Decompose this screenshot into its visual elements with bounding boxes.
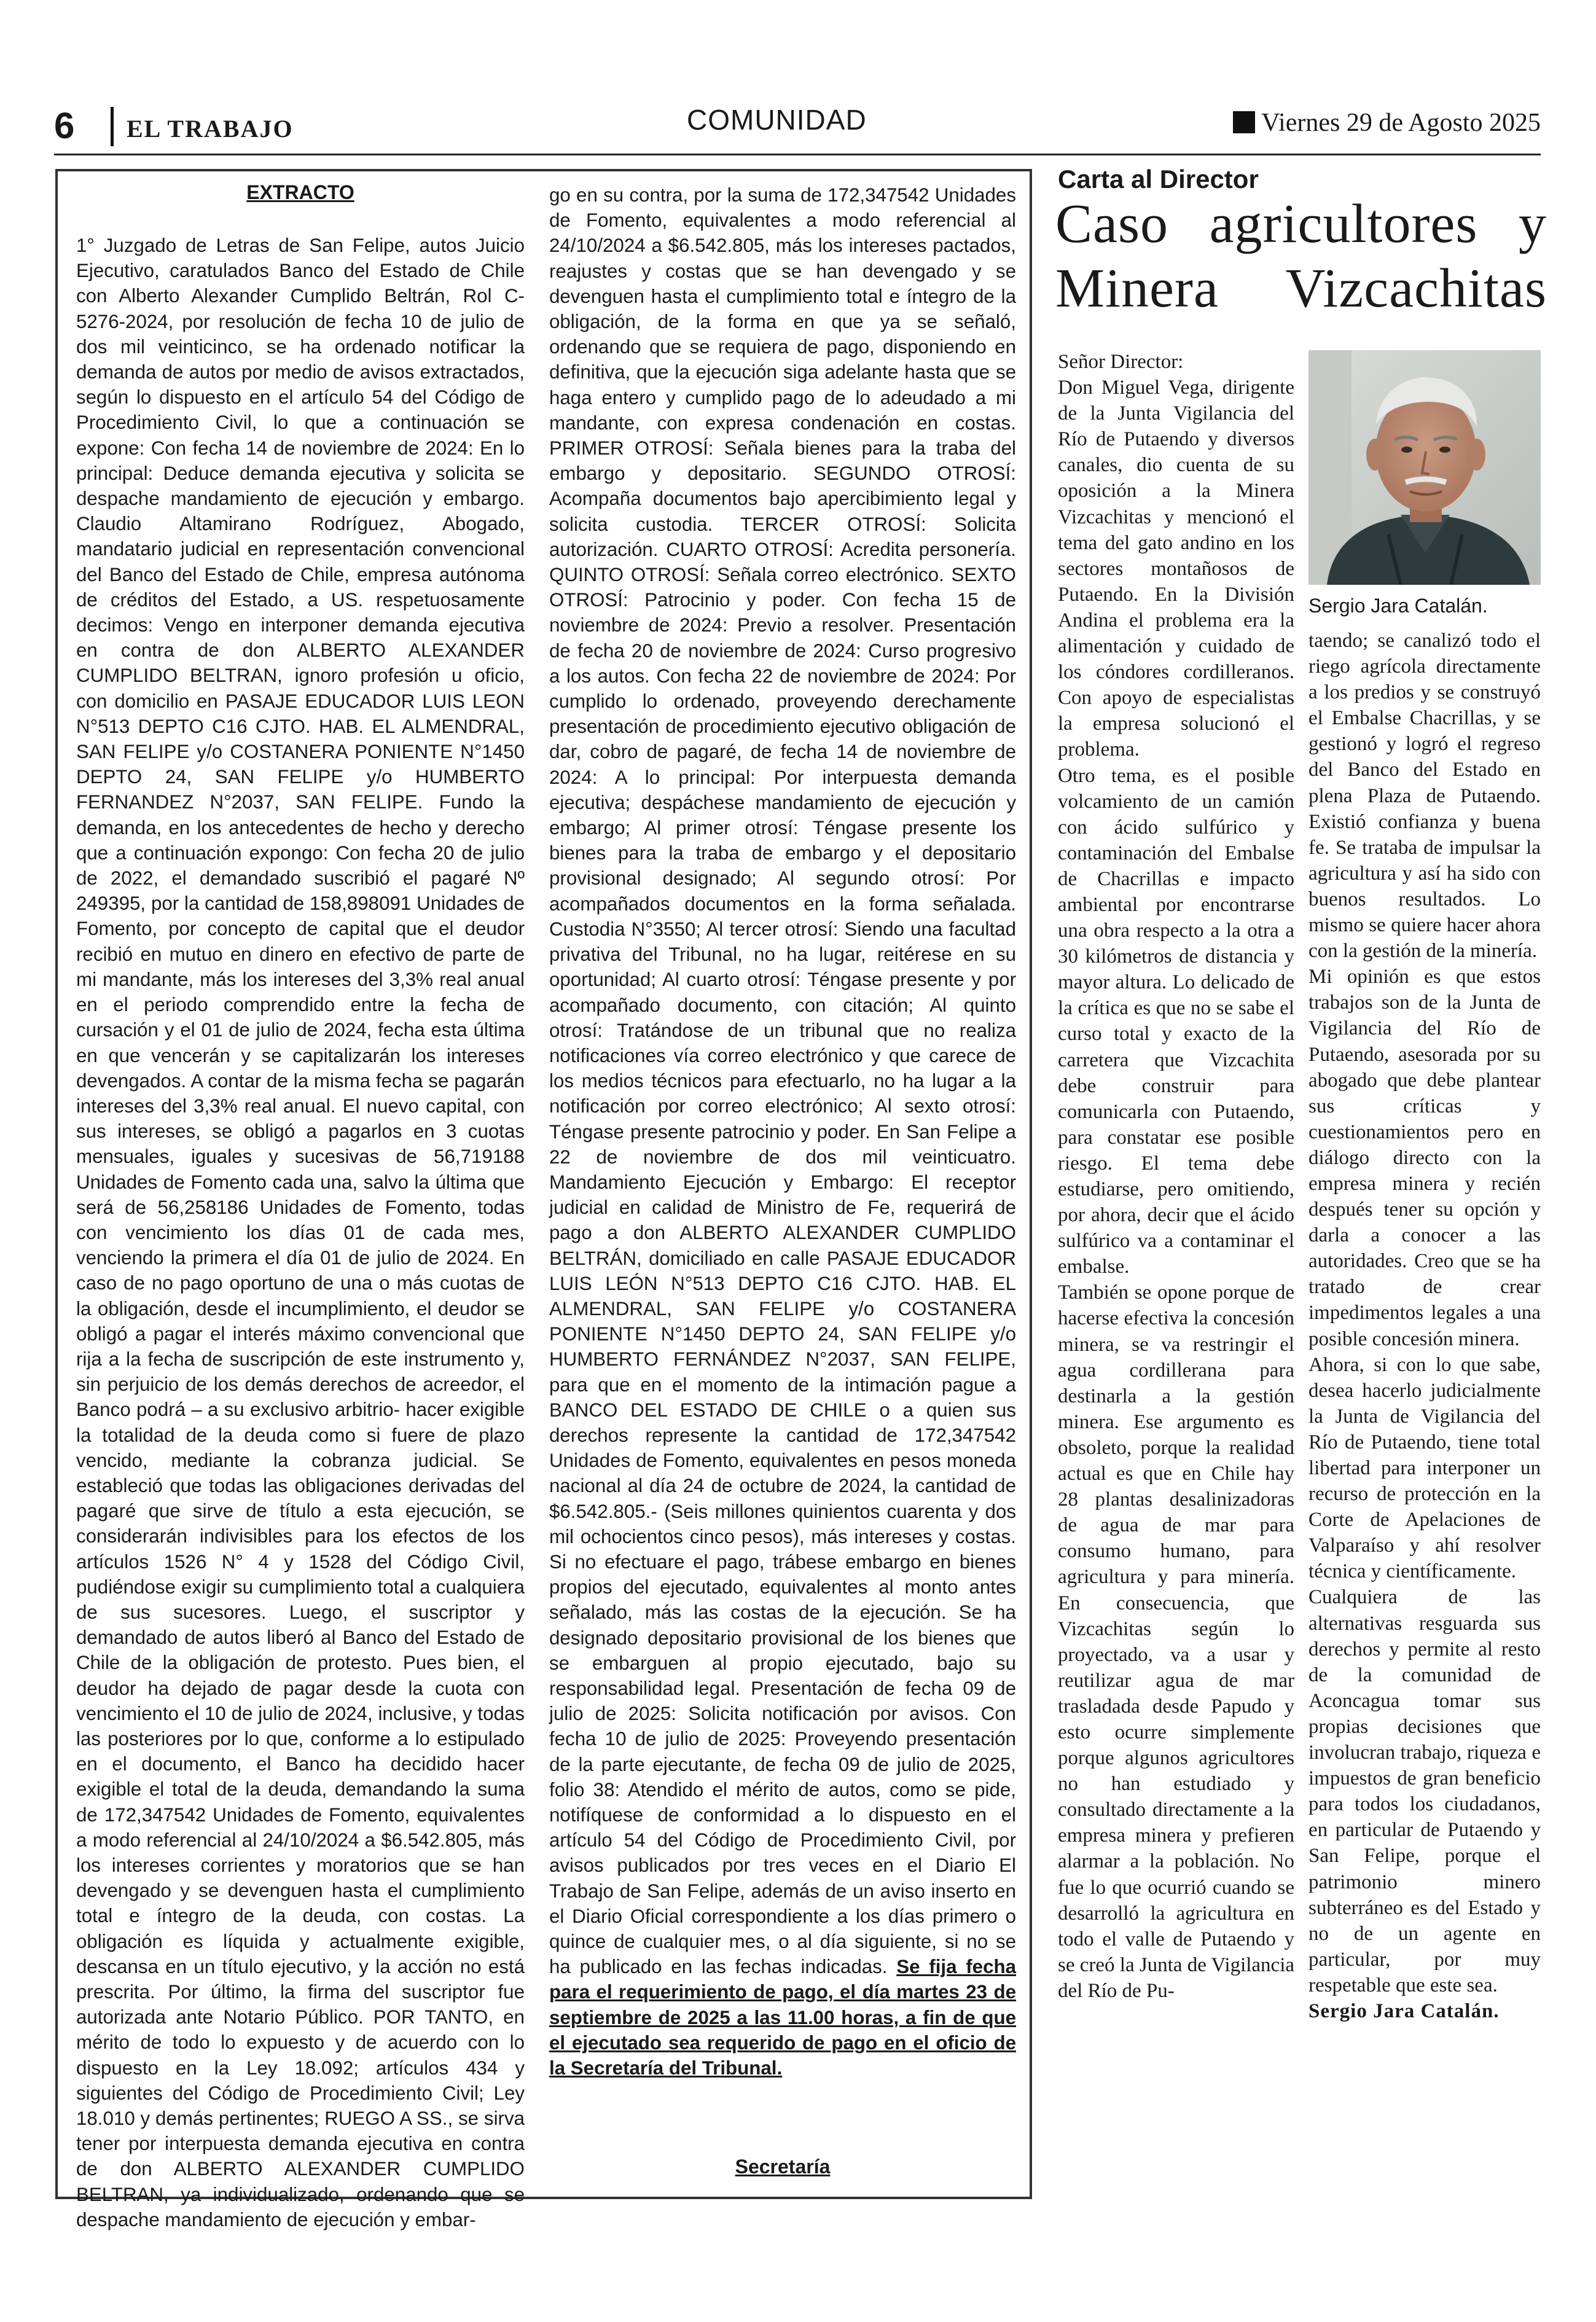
letter-kicker: Carta al Director	[1058, 165, 1259, 194]
author-photo	[1308, 350, 1541, 585]
letter-column-2-text: taendo; se canalizó todo el riego agrícola directamente a los predios y se construyó el Embalse Chacrillas, y se gestionó y logró el regreso del Banco del Estado en plena Plaza de Putaendo. Existió confianza y buena fe. Se trataba de impulsar la agricultura y así ha sido con buenos resultados. Lo mismo se quiere hacer ahora con la gestión de la minería. Mi opinión es que estos trabajos son de la Junta de Vigilancia del Río de Putaendo, asesorada por su abogado que debe plantear sus críticas y cuestionamientos pero en diálogo directo con la empresa minera y recién después tener su opción y darla a conocer a las autoridades. Creo que se ha tratado de crear impedimentos legales a una posible concesión minera. Ahora, si con lo que sabe, desea hacerlo judicialmente la Junta de Vigilancia del Río de Putaendo, tiene total libertad para interponer un recurso de protección en la Corte de Apelaciones de Valparaíso y ahí resolver técnica y científicamente. Cualquiera de las alternativas resguarda sus derechos y permite al resto de la comunidad de Aconcagua tomar sus propias decisiones que involucran trabajo, riqueza e impuestos de gran beneficio para todos los ciudadanos, en particular de Putaendo y San Felipe, porque el patrimonio minero subterráneo es del Estado y no de un agente en particular, por muy respetable que este sea.	[1308, 630, 1541, 1996]
header-rule	[54, 154, 1541, 155]
extracto-requirement-date: Se fija fecha para el requerimiento de pago, el día martes 23 de septiembre de 2025 a las 11.00 horas, a fin de que el ejecutado sea requerido de pago en el oficio de la Secretaría del Tribunal.	[549, 1956, 1016, 2079]
newspaper-name: EL TRABAJO	[127, 115, 294, 143]
section-name: COMUNIDAD	[687, 104, 867, 136]
issue-date	[1233, 108, 1541, 138]
letter-signature: Sergio Jara Catalán.	[1308, 2000, 1500, 2022]
extracto-title: EXTRACTO	[246, 181, 354, 203]
letter-headline: Caso agricultores y Minera Vizcachitas	[1055, 194, 1547, 319]
issue-date-text: Viernes 29 de Agosto 2025	[1261, 109, 1541, 137]
author-portrait-image	[1308, 350, 1541, 585]
header-divider	[111, 107, 114, 146]
square-bullet-icon	[1233, 111, 1255, 133]
extracto-column-2	[549, 182, 1016, 2081]
photo-caption: Sergio Jara Catalán.	[1308, 595, 1488, 617]
page-number: 6	[54, 105, 75, 146]
letter-column-1: Señor Director: Don Miguel Vega, dirigente de la Junta Vigilancia del Río de Putaendo y diversos canales, dio cuenta de su oposición a la Minera Vizcachitas y mencionó el tema del gato andino en los sectores montañosos de Putaendo. En la División Andina el problema era la alimentación y cuidado de los cóndores cordilleranos. Con apoyo de especialistas la empresa solucionó el problema. Otro tema, es el posible volcamiento de un camión con ácido sulfúrico y contaminación del Embalse de Chacrillas e impacto ambiental por encontrarse una obra respecto a la otra a 30 kilómetros de distancia y mayor altura. Lo delicado de la crítica es que no se sabe el curso total y exacto de la carretera que Vizcachita debe construir para comunicarla con Putaendo, para constatar ese posible riesgo. El tema debe estudiarse, pero omitiendo, por ahora, decir que el ácido sulfúrico va a contaminar el embalse. También se opone porque de hacerse efectiva la concesión minera, se va restringir el agua cordillerana para destinarla a la gestión minera. Ese argumento es obsoleto, porque la realidad actual es que en Chile hay 28 plantas desalinizadoras de agua de mar para consumo humano, para agricultura y para minería. En consecuencia, que Vizcachitas según lo proyectado, va a usar y reutilizar agua de mar trasladada desde Papudo y esto ocurre simplemente porque algunos agricultores no han estudiado y consultado directamente a la empresa minera y prefieren alarmar a la población. No fue lo que ocurrió cuando se desarrolló la agricultura en todo el valle de Putaendo y se creó la Junta de Vigilancia del Río de Pu-	[1058, 351, 1295, 2002]
extracto-column-1: 1° Juzgado de Letras de San Felipe, autos Juicio Ejecutivo, caratulados Banco del Estado de Chile con Alberto Alexander Cumplido Beltrán, Rol C-5276-2024, por resolución de fecha 10 de julio de dos mil veinticinco, se ha ordenado notificar la demanda de autos por medio de avisos extractados, según lo dispuesto en el artículo 54 del Código de Procedimiento Civil, lo que a continuación se expone: Con fecha 14 de noviembre de 2024: En lo principal: Deduce demanda ejecutiva y solicita se despache mandamiento de ejecución y embargo. Claudio Altamirano Rodríguez, Abogado, mandatario judicial en representación convencional del Banco del Estado de Chile, empresa autónoma de créditos del Estado, a US. respetuosamente decimos: Vengo en interponer demanda ejecutiva en contra de don ALBERTO ALEXANDER CUMPLIDO BELTRAN, ignoro profesión u oficio, con domicilio en PASAJE EDUCADOR LUIS LEON N°513 DEPTO C16 CJTO. HAB. EL ALMENDRAL, SAN FELIPE y/o COSTANERA PONIENTE N°1450 DEPTO 24, SAN FELIPE y/o HUMBERTO FERNANDEZ N°2037, SAN FELIPE. Fundo la demanda, en los antecedentes de hecho y derecho que a continuación expongo: Con fecha 20 de julio de 2022, el demandado suscribió el pagaré Nº 249395, por la cantidad de 158,898091 Unidades de Fomento, por concepto de capital que el deudor recibió en mutuo en dinero en efectivo de parte de mi mandante, más los intereses del 3,3% real anual en el periodo comprendido entre la fecha de cursación y el 01 de julio de 2024, fecha esta última en que vencerán y se capitalizarán los intereses devengados. A contar de la misma fecha se pagarán intereses del 3,3% real anual. El nuevo capital, con sus intereses, se obligó a pagarlos en 3 cuotas mensuales, iguales y sucesivas de 56,719188 Unidades de Fomento cada una, salvo la última que será de 56,258186 Unidades de Fomento, todas con vencimiento los días 01 de cada mes, venciendo la primera el día 01 de julio de 2024. En caso de no pago oportuno de una o más cuotas de la obligación, desde el incumplimiento, el deudor se obligó a pagar el interés máximo convencional que rija a la fecha de suscripción de este instrumento y, sin perjuicio de los demás derechos de acreedor, el Banco podrá – a su exclusivo arbitrio- hacer exigible la totalidad de la deuda como si fuere de plazo vencido, mediante la cobranza judicial. Se estableció que todas las obligaciones derivadas del pagaré que sirve de título a esta ejecución, se considerarán indivisibles para los efectos de los artículos 1526 N° 4 y 1528 del Código Civil, pudiéndose exigir su cumplimiento total a cualquiera de sus sucesores. Luego, el suscriptor y demandado de autos liberó al Banco del Estado de Chile de la obligación de protesto. Pues bien, el deudor ha dejado de pagar desde la cuota con vencimiento el 10 de julio de 2024, inclusive, y todas las posteriores por lo que, conforme a lo estipulado en el documento, el Banco ha decidido hacer exigible el total de la deuda, demandando la suma de 172,347542 Unidades de Fomento, equivalentes a modo referencial al 24/10/2024 a $6.542.805, más los intereses corrientes y moratorios que se han devengado y se devenguen hasta el cumplimiento total e íntegro de la deuda, con costas. La obligación es líquida y actualmente exigible, descansa en un título ejecutivo, y la acción no está prescrita. Por último, la firma del suscriptor fue autorizada ante Notario Público. POR TANTO, en mérito de todo lo expuesto y de acuerdo con lo dispuesto en la Ley 18.092; artículos 434 y siguientes del Código de Procedimiento Civil; Ley 18.010 y demás pertinentes; RUEGO A SS., se sirva tener por interpuesta demanda ejecutiva en contra de don ALBERTO ALEXANDER CUMPLIDO BELTRAN, ya individualizado, ordenando que se despache mandamiento de ejecución y embar-	[76, 235, 525, 2230]
extracto-notice	[55, 169, 1032, 2230]
extracto-column-2-text: go en su contra, por la suma de 172,347542 Unidades de Fomento, equivalentes a modo referencial al 24/10/2024 a $6.542.805, más los intereses pactados, reajustes y costas que se han devengado y se devenguen hasta el cumplimiento total e íntegro de la obligación, de la forma en que ya se señaló, ordenando que se requiera de pago, disponiendo en definitiva, que la ejecución siga adelante hasta que se haga entero y cumplido pago de lo adeudado a mi mandante, con expresa condenación en costas. PRIMER OTROSÍ: Señala bienes para la traba del embargo y depositario. SEGUNDO OTROSÍ: Acompaña documentos bajo apercibimiento legal y solicita custodia. TERCER OTROSÍ: Solicita autorización. CUARTO OTROSÍ: Acredita personería. QUINTO OTROSÍ: Señala correo electrónico. SEXTO OTROSÍ: Patrocinio y poder. Con fecha 15 de noviembre de 2024: Previo a resolver. Presentación de fecha 20 de noviembre de 2024: Curso progresivo a los autos. Con fecha 22 de noviembre de 2024: Por cumplido lo ordenado, proveyendo derechamente presentación de procedimiento ejecutivo obligación de dar, cobro de pagaré, de fecha 14 de noviembre de 2024: A lo principal: Por interpuesta demanda ejecutiva; despáchese mandamiento de ejecución y embargo; Al primer otrosí: Téngase presente los bienes para la traba de embargo y el depositario provisional designado; Al segundo otrosí: Por acompañados documentos en la forma señalada. Custodia N°3550; Al tercer otrosí: Siendo una facultad privativa del Tribunal, no ha lugar, reitérese en su oportunidad; Al cuarto otrosí: Téngase presente y por acompañado documento, con citación; Al quinto otrosí: Tratándose de un tribunal que no realiza notificaciones vía correo electrónico y que carece de los medios técnicos para efectuarlo, no ha lugar a la notificación por correo electrónico; Al sexto otrosí: Téngase presente patrocinio y poder. En San Felipe a 22 de noviembre de dos mil veinticuatro. Mandamiento Ejecución y Embargo: El receptor judicial en calidad de Ministro de Fe, requerirá de pago a don ALBERTO ALEXANDER CUMPLIDO BELTRÁN, domiciliado en calle PASAJE EDUCADOR LUIS LEÓN N°513 DEPTO C16 CJTO. HAB. EL ALMENDRAL, SAN FELIPE y/o COSTANERA PONIENTE N°1450 DEPTO 24, SAN FELIPE y/o HUMBERTO FERNÁNDEZ N°2037, SAN FELIPE, para que en el momento de la intimación pague a BANCO DEL ESTADO DE CHILE o a quien sus derechos represente la cantidad de 172,347542 Unidades de Fomento, equivalentes en pesos moneda nacional al día 24 de octubre de 2024, la cantidad de $6.542.805.- (Seis millones quinientos cuarenta y dos mil ochocientos cinco pesos), más intereses y costas. Si no efectuare el pago, trábese embargo en bienes propios del ejecutado, equivalentes al monto antes señalado, más las costas de la ejecución. Se ha designado depositario provisional de los bienes que se embarguen al propio ejecutado, bajo su responsabilidad legal. Presentación de fecha 09 de julio de 2025: Solicita notificación por avisos. Con fecha 10 de julio de 2025: Proveyendo presentación de la parte ejecutante, de fecha 09 de julio de 2025, folio 38: Atendido el mérito de autos, como se pide, notifíquese de conformidad a lo dispuesto en el artículo 54 del Código de Procedimiento Civil, por avisos publicados por tres veces en el Diario El Trabajo de San Felipe, además de un aviso inserto en el Diario Oficial correspondiente a los días primero o quince de cualquier mes, o al día siguiente, si no se ha publicado en las fechas indicadas.	[549, 184, 1016, 1978]
letter-column-2	[1308, 628, 1541, 2024]
extracto-signature: Secretaría	[735, 2156, 831, 2178]
